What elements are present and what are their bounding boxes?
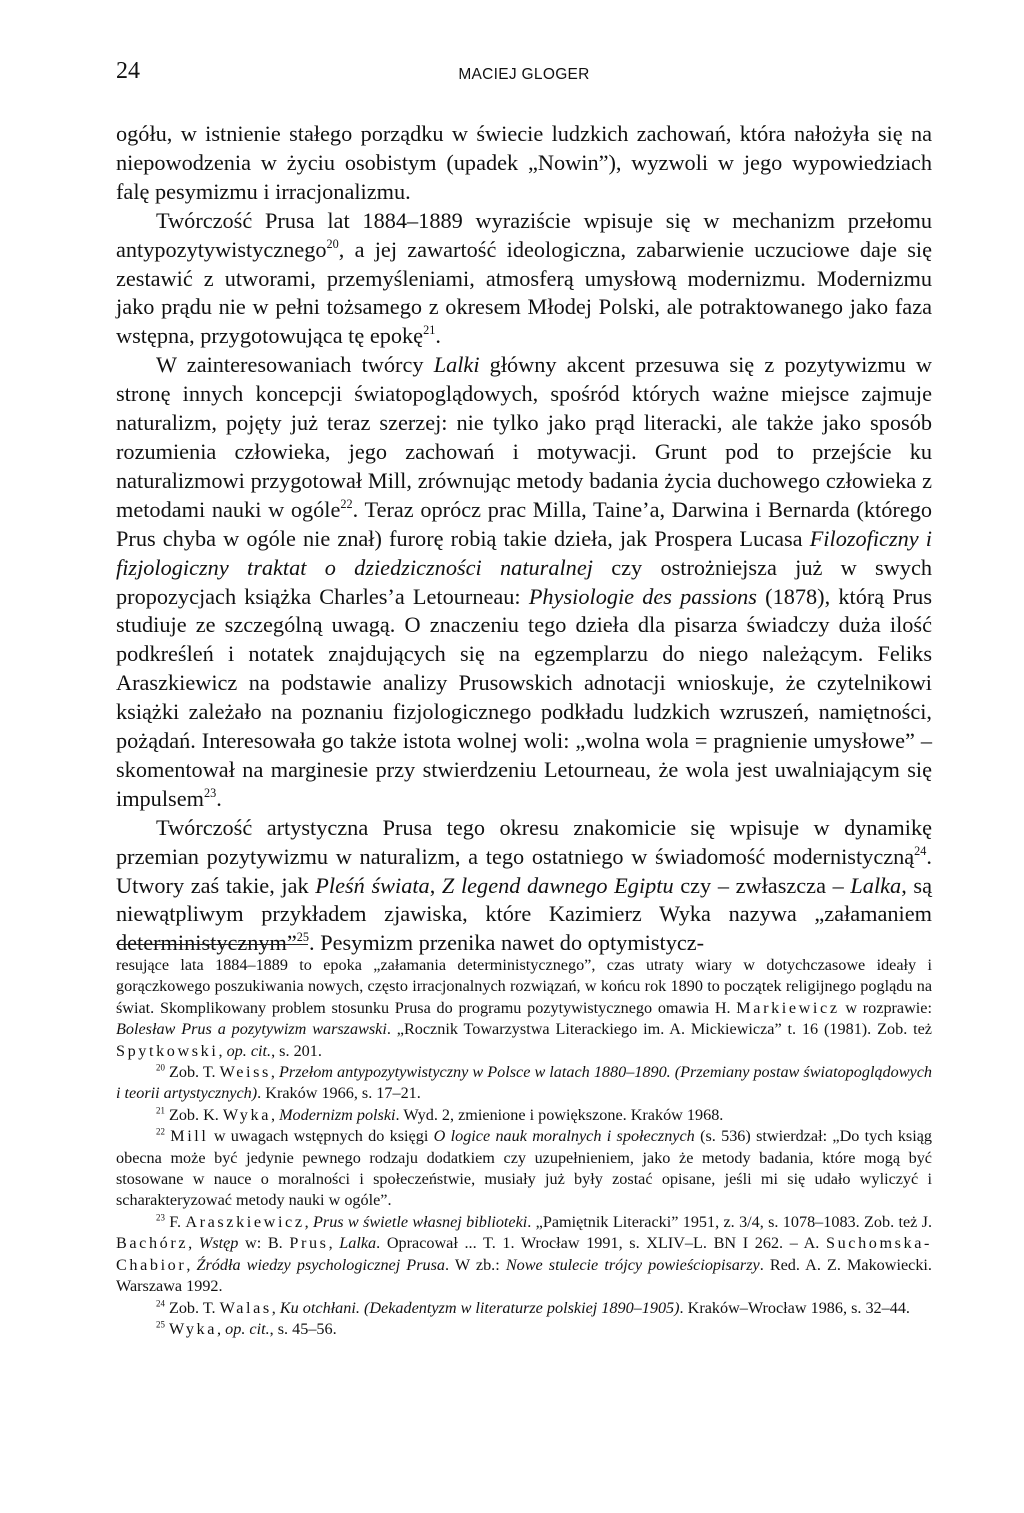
title-italic: Ku otchłani. (Dekadentyzm w literaturze polskiej 1890–1905) [279,1298,680,1317]
text: , [217,1319,226,1338]
footnote-number: 24 [156,1297,165,1308]
paragraph-4 [116,814,932,959]
author-name: Suchomska-Chabior [116,1234,933,1274]
title-italic: Wstęp [198,1234,239,1253]
title-italic: Nowe stulecie trójcy powieściopisarzy [505,1255,760,1274]
footnote-25 [116,1319,932,1340]
footnote-ref-24: 24 [914,843,927,858]
title-italic: Bolesław Prus a pozytywizm warszawski [116,1020,387,1039]
text: w rozprawie: [839,998,932,1017]
text: . Pesymizm przenika nawet do optymistycz- [309,930,705,956]
text: F. [164,1212,186,1231]
text: w uwagach wstępnych do księgi [208,1127,434,1146]
text: . Red. A. Z. Makowiecki. Warszawa 1992. [116,1255,932,1296]
paragraph-2 [116,207,932,352]
title-italic: Źródła wiedzy psychologicznej Prusa [196,1255,445,1274]
text: w: B. [238,1234,290,1253]
footnote-21 [116,1105,932,1126]
author-name: Araszkiewicz [185,1212,305,1231]
text: , [429,872,442,898]
paragraph-1 [116,120,932,207]
text: Zob. T. [164,1063,220,1082]
author-name: Weiss [219,1063,271,1082]
text: , [271,1298,280,1317]
text: . Wyd. 2, zmienione i powiększone. Kraków 1968. [395,1105,724,1124]
footnote-divider [116,944,308,945]
title-italic: Pleśń świata [315,872,430,898]
text: (1878), którą Prus studiuje ze szczególną uwagą. O znaczeniu tego dzieła dla pisarza świadczy duża ilość podkreśleń i notatek znajdujących się na egzemplarzu do niego należącym. Feliks Araszkiewicz na podstawie analizy Prusowskich adnotacji wnioskuje, że czytelnikowi książki zależało na poznaniu fizjologicznego podkładu ludzkich wzruszeń, namiętności, pożądań. Interesowała go także istota wolnej woli: „wolna wola = pragnienie umysłowe” – skomentował na marginesie przy stwierdzeniu Letourneau, że wola jest uwalniającym się impulsem [116,583,932,811]
text: czy ostrożniejsza już w swych propozycjach książka Charles’a Letourneau: [116,554,933,609]
footnote-23 [116,1212,932,1298]
footnote-24 [116,1298,932,1319]
text: . „Rocznik Towarzystwa Literackiego im. A. Mickiewicza” t. 16 (1981). Zob. też [386,1020,932,1039]
footnote-ref-22: 22 [340,496,353,511]
page-header [116,58,932,98]
text: , [270,1105,280,1124]
text: czy – zwłaszcza – [673,872,851,898]
running-head: MACIEJ GLOGER [458,66,590,83]
author-name: Walas [219,1298,272,1317]
text: , [270,1063,280,1082]
title-italic: Z legend dawnego Egiptu [441,872,674,898]
text: , [186,1255,197,1274]
text: . [216,785,222,811]
title-italic: Prus w świetle własnej biblioteki [313,1212,528,1231]
text: , s. 201. [271,1041,322,1060]
title-italic: Physiologie des passions [528,583,757,609]
footnote-number: 20 [156,1062,165,1073]
footnote-ref-23: 23 [203,785,217,800]
main-text [116,120,932,958]
text: W zainteresowaniach twórcy [156,352,434,378]
text: . Utwory zaś takie, jak [116,843,932,898]
author-name: Mill [170,1127,209,1146]
page-number: 24 [116,58,140,84]
title-italic: Lalka [850,872,902,898]
text: ogółu, w istnienie stałego porządku w świecie ludzkich zachowań, która nałożyła się na niepowodzenia w życiu osobistym (upadek „Nowin”), wyzwoli w jego wypowiedziach falę pesymizmu i irracjonalizmu. [116,121,932,204]
title-italic: op. cit. [225,1319,270,1338]
footnote-ref-25: 25 [296,930,310,945]
text: Zob. T. [164,1298,220,1317]
text: , są niewątpliwym przykładem zjawiska, które Kazimierz Wyka nazywa „załamaniem deterministycznym” [116,872,932,956]
footnote-continuation [116,955,932,1062]
title-italic: O logice nauk moralnych i społecznych [433,1127,695,1146]
text: główny akcent przesuwa się z pozytywizmu w stronę innych koncepcji światopoglądowych, spośród których ważne miejsce zajmuje naturalizm, pojęty już teraz szerzej: nie tylko jako prąd literacki, ale także jako sposób rozumienia człowieka, jego zachowań i motywacji. Grunt pod to przejście ku naturalizmowi przygotował Mill, zrównując metody badania życia duchowego człowieka z metodami nauki w ogóle [116,352,933,522]
footnote-22 [116,1126,932,1212]
text: . W zb.: [444,1255,506,1274]
footnotes [116,955,932,1340]
text: . Kraków–Wrocław 1986, s. 32–44. [679,1298,910,1317]
text: Twórczość Prusa lat 1884–1889 wyraziście wpisuje się w mechanizm przełomu antypozytywistycznego [116,207,932,262]
text: , a jej zawartość ideologiczna, zabarwienie uczuciowe daje się zestawić z utworami, przemyśleniami, atmosferą umysłową modernizmu. Modernizmu jako prądu nie w pełni tożsamego z okresem Młodej Polski, ale potraktowanego jako faza wstępna, przygotowująca tę epokę [116,236,932,349]
author-name: Wyka [168,1319,218,1338]
footnote-20 [116,1062,932,1105]
text: . Opracował ... T. 1. Wrocław 1991, s. XLIV–L. BN I 262. – A. [376,1234,826,1253]
title-italic: op. cit. [226,1041,272,1060]
title-italic: Lalka [339,1234,377,1253]
text: . Kraków 1966, s. 17–21. [257,1084,421,1103]
text: , [188,1234,199,1253]
author-name: Spytkowski [116,1041,219,1060]
text: , [218,1041,227,1060]
footnote-number: 25 [156,1319,165,1330]
text: . Teraz oprócz prac Milla, Taine’a, Darwina i Bernarda (którego Prus chyba w ogóle nie znał) furorę robią takie dzieła, jak Prospera Lucasa [116,496,932,551]
text: (s. 536) stwierdzał: „Do tych ksiąg obecna może być jedynie pewnego rodzaju dodatkiem czy uzupełnieniem, jako że metody badania, które mogą być stosowane w nauce o moralności i społeczeństwie, musiały już były zostać opisane, jeśli mi się udało wyliczyć i scharakteryzować metody nauki w ogóle”. [116,1127,933,1210]
author-name: Markiewicz [736,998,840,1017]
text: Zob. K. [164,1105,223,1124]
footnote-number: 21 [156,1105,165,1116]
author-name: Prus [289,1234,329,1253]
text: , [304,1212,314,1231]
text: , [328,1234,340,1253]
footnote-ref-20: 20 [326,236,339,251]
text: resujące lata 1884–1889 to epoka „załamania deterministycznego”, czas utraty wiary w dotychczasowe ideały i gorączkowego poszukiwania nowych, często irracjonalnych rozwiązań, w końcu rok 1890 to początek religijnego poglądu na świat. Skomplikowany problem stosunku Prusa do programu pozytywistycznego omawia H. [116,956,932,1017]
title-italic: Lalki [433,352,480,378]
title-italic: Modernizm polski [279,1105,396,1124]
text: . [435,323,441,349]
paragraph-3 [116,351,932,814]
text: Twórczość artystyczna Prusa tego okresu znakomicie się wpisuje w dynamikę przemian pozytywizmu w naturalizm, a tego ostatniego w świadomość modernistyczną [116,814,932,869]
text: . „Pamiętnik Literacki” 1951, z. 3/4, s. 1078–1083. Zob. też J. [527,1212,933,1231]
footnote-number: 23 [156,1212,165,1223]
footnote-number: 22 [156,1126,165,1137]
author-name: Bachórz [116,1234,189,1253]
text: , s. 45–56. [269,1319,337,1338]
title-italic: Filozoficzny i fizjologiczny traktat o dziedziczności naturalnej [116,525,932,580]
footnote-ref-21: 21 [423,323,436,338]
title-italic: Przełom antypozytywistyczny w Polsce w latach 1880–1890. (Przemiany postaw światopoglądowych i teorii artystycznych) [116,1063,932,1103]
author-name: Wyka [222,1105,271,1124]
